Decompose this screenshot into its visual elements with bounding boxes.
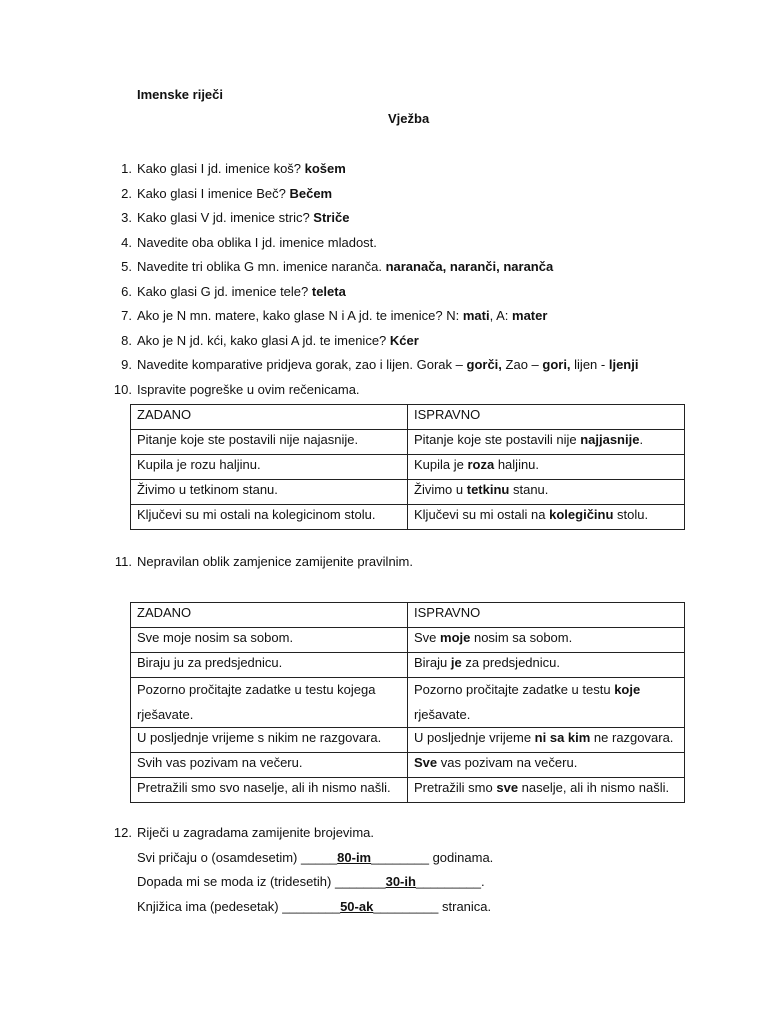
- question-number: 4.: [121, 234, 132, 250]
- table-row: [131, 678, 685, 728]
- question-item: [108, 283, 688, 308]
- fill-in-line: Dopada mi se moda iz (tridesetih) _______30-ih_________.: [137, 874, 485, 889]
- correct-sentence: U posljednje vrijeme ni sa kim ne razgovara.: [408, 728, 685, 753]
- fill-in-line: Svi pričaju o (osamdesetim) _____80-im________ godinama.: [137, 850, 494, 865]
- correct-sentence: Ključevi su mi ostali na kolegičinu stolu.: [408, 505, 685, 530]
- given-sentence: Svih vas pozivam na večeru.: [131, 753, 408, 778]
- correction-word: tetkinu: [466, 482, 510, 497]
- correction-word: je: [450, 655, 462, 670]
- fill-in-answer: 80-im: [337, 850, 372, 865]
- table-row: [131, 505, 685, 530]
- question-text: Ako je N mn. matere, kako glase N i A jd. te imenice? N:: [137, 308, 463, 323]
- correction-word: moje: [440, 630, 471, 645]
- given-sentence: Pretražili smo svo naselje, ali ih nismo našli.: [131, 778, 408, 803]
- document-subtitle: Vježba: [388, 111, 430, 126]
- question-answer: gori,: [542, 357, 571, 372]
- table-row: [131, 753, 685, 778]
- correction-word: sve: [496, 780, 519, 795]
- question-item: [108, 356, 688, 381]
- document-title: Imenske riječi: [137, 87, 223, 102]
- correction-word: najjasnije: [580, 432, 640, 447]
- table-row: [131, 728, 685, 753]
- question-number: 5.: [121, 259, 132, 274]
- question-number: 7.: [121, 308, 132, 323]
- given-sentence: Ključevi su mi ostali na kolegicinom stolu.: [131, 505, 408, 530]
- correction-word: ni sa kim: [534, 730, 591, 745]
- question-number: 9.: [121, 357, 132, 372]
- table-header-correct: ISPRAVNO: [408, 603, 685, 628]
- table-header-given: ZADANO: [131, 405, 408, 430]
- table-row: [131, 778, 685, 803]
- correct-sentence: Biraju je za predsjednicu.: [408, 653, 685, 678]
- pronoun-table: [130, 602, 685, 803]
- question-answer: naranača, naranči, naranča: [385, 259, 554, 274]
- correct-sentence: Pitanje koje ste postavili nije najjasnije.: [408, 430, 685, 455]
- given-sentence: Živimo u tetkinom stanu.: [131, 480, 408, 505]
- question-text: Navedite tri oblika G mn. imenice naranča.: [137, 259, 386, 274]
- correction-word: koje: [614, 682, 641, 697]
- question-item: [108, 160, 688, 185]
- given-sentence: U posljednje vrijeme s nikim ne razgovara.: [131, 728, 408, 753]
- given-sentence: Sve moje nosim sa sobom.: [131, 628, 408, 653]
- question-number: 1.: [121, 161, 132, 176]
- question-answer: gorči,: [466, 357, 502, 372]
- question-item: [108, 381, 688, 406]
- correct-sentence: Živimo u tetkinu stanu.: [408, 480, 685, 505]
- correction-word: roza: [467, 457, 495, 472]
- table-header-row: [131, 603, 685, 628]
- question-number: 11.: [114, 554, 132, 569]
- table-row: [131, 628, 685, 653]
- question-item: [108, 209, 688, 234]
- table-row: [131, 653, 685, 678]
- question-item: [108, 234, 688, 259]
- question-answer: mati: [462, 308, 490, 323]
- question-answer: ljenji: [608, 357, 639, 372]
- question-item: [108, 332, 688, 357]
- given-sentence: Kupila je rozu haljinu.: [131, 455, 408, 480]
- question-text: Riječi u zagradama zamijenite brojevima.: [137, 825, 374, 840]
- question-text: Ako je N jd. kći, kako glasi A jd. te imenice?: [137, 332, 390, 348]
- given-sentence: Pitanje koje ste postavili nije najasnije.: [131, 430, 408, 455]
- correct-sentence: Pretražili smo sve naselje, ali ih nismo našli.: [408, 778, 685, 803]
- fill-in-answer: 30-ih: [385, 874, 416, 889]
- question-text: Kako glasi V jd. imenice stric?: [137, 210, 314, 225]
- table-header-given: ZADANO: [131, 603, 408, 628]
- correct-sentence: Sve moje nosim sa sobom.: [408, 628, 685, 653]
- correct-sentence: Kupila je roza haljinu.: [408, 455, 685, 480]
- fill-in-line: Knjižica ima (pedesetak) ________50-ak_________ stranica.: [137, 899, 492, 914]
- question-answer: Bečem: [289, 185, 333, 201]
- question-text: , A:: [489, 308, 513, 323]
- correct-sentence: Sve vas pozivam na večeru.: [408, 753, 685, 778]
- table-row: [131, 455, 685, 480]
- question-answer: košem: [304, 161, 346, 176]
- correction-word: Sve: [414, 755, 438, 770]
- question-text: Kako glasi G jd. imenice tele?: [137, 283, 312, 299]
- question-item: [108, 185, 688, 210]
- question-number: 8.: [121, 332, 132, 348]
- correction-table: [130, 404, 685, 530]
- question-text: Nepravilan oblik zamjenice zamijenite pravilnim.: [137, 554, 414, 569]
- question-text: Kako glasi I imenice Beč?: [137, 185, 290, 201]
- question-answer: mater: [512, 308, 548, 323]
- question-number: 2.: [121, 185, 132, 201]
- table-row: [131, 430, 685, 455]
- question-text: Zao –: [501, 357, 543, 372]
- question-answer: Kćer: [389, 332, 419, 348]
- given-sentence: Pozorno pročitajte zadatke u testu kojega rješavate.: [131, 678, 408, 728]
- question-number: 12.: [113, 825, 132, 840]
- question-item: [108, 258, 688, 283]
- correct-sentence: Pozorno pročitajte zadatke u testu koje rješavate.: [408, 678, 685, 728]
- question-list: [108, 160, 688, 405]
- question-number: 10.: [113, 381, 132, 397]
- question-text: Ispravite pogreške u ovim rečenicama.: [137, 381, 360, 397]
- question-text: Kako glasi I jd. imenice koš?: [137, 161, 305, 176]
- question-item: [108, 307, 688, 332]
- table-header-correct: ISPRAVNO: [408, 405, 685, 430]
- question-text: Navedite oba oblika I jd. imenice mladost.: [137, 234, 377, 250]
- table-row: [131, 480, 685, 505]
- question-answer: Striče: [313, 210, 350, 225]
- fill-in-answer: 50-ak: [340, 899, 374, 914]
- question-number: 6.: [121, 283, 132, 299]
- given-sentence: Biraju ju za predsjednicu.: [131, 653, 408, 678]
- question-answer: teleta: [311, 283, 346, 299]
- question-text: Navedite komparative pridjeva gorak, zao i lijen. Gorak –: [137, 357, 467, 372]
- question-number: 3.: [121, 210, 132, 225]
- correction-word: kolegičinu: [549, 507, 614, 522]
- table-header-row: [131, 405, 685, 430]
- question-text: lijen -: [570, 357, 609, 372]
